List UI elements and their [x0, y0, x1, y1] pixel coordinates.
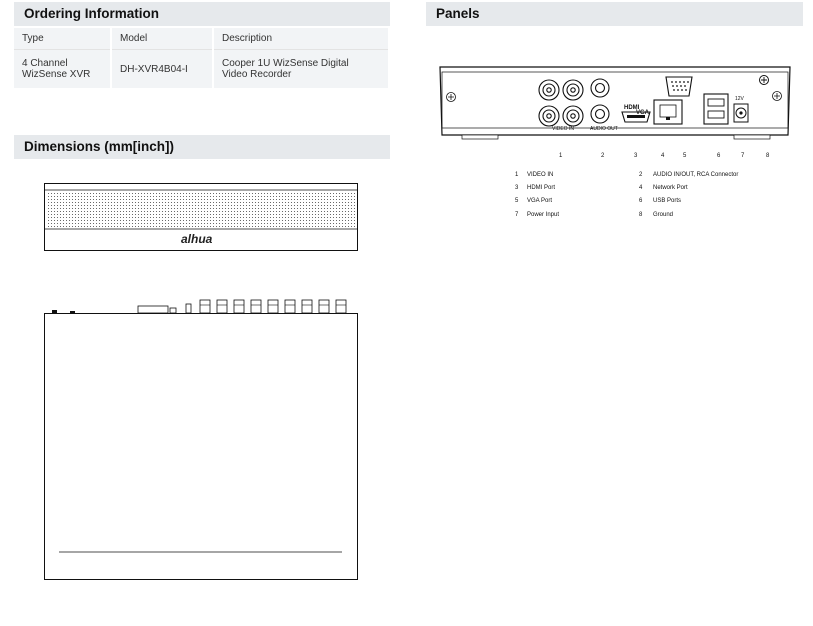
callout-7: 7	[741, 153, 745, 159]
cell-description: Cooper 1U WizSense Digital Video Recorder	[213, 50, 389, 89]
cell-type: 4 Channel WizSense XVR	[14, 50, 111, 89]
vga-label: VGA	[636, 110, 650, 116]
legend-number: 3	[515, 185, 519, 191]
legend-number: 1	[515, 172, 519, 178]
audio-out-label: AUDIO OUT	[590, 126, 618, 132]
callout-5: 5	[683, 153, 687, 159]
brand-logo: alhua	[181, 232, 213, 246]
legend-number: 7	[515, 212, 519, 218]
callout-1: 1	[559, 153, 563, 159]
column-header-model: Model	[111, 28, 213, 50]
video-in-label: VIDEO IN	[552, 126, 574, 132]
ordering-table	[14, 28, 390, 88]
legend-label: Ground	[653, 212, 674, 218]
cell-model: DH-XVR4B04-I	[111, 50, 213, 89]
legend-label: VIDEO IN	[527, 172, 554, 178]
ordering-header: Ordering Information	[14, 2, 390, 26]
legend-label: HDMI Port	[527, 185, 556, 191]
callout-4: 4	[661, 153, 665, 159]
legend-label: VGA Port	[527, 198, 553, 204]
legend-label: AUDIO IN/OUT, RCA Connector	[653, 172, 739, 178]
rear-panel-drawing	[438, 64, 792, 144]
callout-8: 8	[766, 153, 770, 159]
hdmi-label: HDMI	[624, 105, 640, 111]
legend-label: Network Port	[653, 185, 688, 191]
table-row	[14, 50, 389, 89]
front-view-drawing	[44, 183, 358, 251]
legend-label: Power Input	[527, 212, 560, 218]
table-header-row	[14, 28, 389, 50]
panels-header: Panels	[426, 2, 803, 26]
callout-2: 2	[601, 153, 605, 159]
callout-3: 3	[634, 153, 638, 159]
dimensions-header: Dimensions (mm[inch])	[14, 135, 390, 159]
callout-6: 6	[717, 153, 721, 159]
column-header-type: Type	[14, 28, 111, 50]
legend-label: USB Ports	[653, 198, 682, 204]
column-header-description: Description	[213, 28, 389, 50]
legend-number: 2	[639, 172, 643, 178]
power-label: 12V	[735, 96, 744, 102]
legend-number: 8	[639, 212, 643, 218]
top-view-drawing	[40, 296, 362, 580]
legend-number: 6	[639, 198, 643, 204]
legend-number: 5	[515, 198, 519, 204]
legend-number: 4	[639, 185, 643, 191]
